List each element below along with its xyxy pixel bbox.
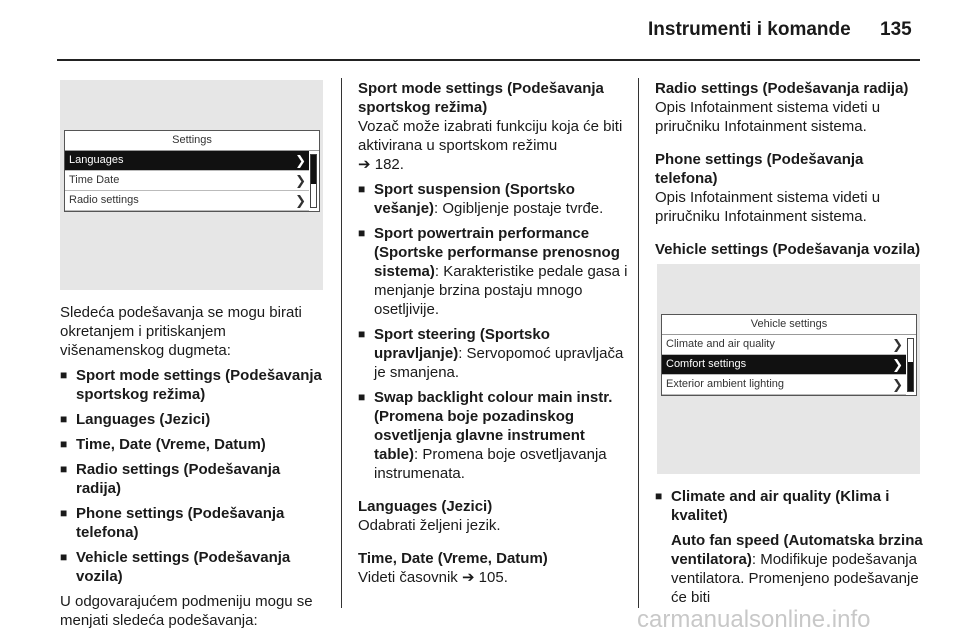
display-scrollbar — [310, 154, 317, 208]
radio-heading: Radio settings (Podešavanja radija) — [655, 80, 909, 97]
sport-heading: Sport mode settings (Podešavanja sportskog režima) — [358, 80, 604, 116]
left-column-text — [60, 303, 328, 630]
radio-text: Opis Infotainment sistema videti u priručniku Infotainment sistema. — [655, 99, 881, 135]
vehicle-settings-display — [661, 314, 917, 396]
display-row-radio-settings: Radio settings ❯ — [65, 191, 309, 211]
vehicle-heading: Vehicle settings (Podešavanja vozila) — [655, 241, 921, 258]
column-divider-2 — [638, 78, 639, 608]
right-column-bottom-text — [655, 487, 925, 607]
display-row-languages: Languages ❯ — [65, 151, 309, 171]
languages-heading: Languages (Jezici) — [358, 498, 493, 515]
list-item: ■ Sport mode settings (Podešavanja sportskog režima) — [60, 366, 328, 404]
intro-text: Sledeća podešavanja se mogu birati okretanjem i pritiskanjem višenamenskog dugmeta: — [60, 304, 302, 359]
column-divider-1 — [341, 78, 342, 608]
fan-speed-text: Auto fan speed (Automatska brzina ventilatora): Modifikuje podešavanja ventilatora. Promenjeno podešavanje će biti — [671, 532, 923, 606]
list-item: ■ Languages (Jezici) — [60, 410, 328, 429]
display-scrollbar — [907, 338, 914, 392]
time-text: Videti časovnik ➔ 105. — [358, 569, 508, 586]
sport-ref: ➔ 182. — [358, 156, 404, 173]
page-number: 135 — [880, 19, 912, 40]
list-item: ■ Radio settings (Podešavanja radija) — [60, 460, 328, 498]
display-row-time-date: Time Date ❯ — [65, 171, 309, 191]
right-column-top-text — [655, 79, 925, 259]
list-item: ■ Time, Date (Vreme, Datum) — [60, 435, 328, 454]
page-title: Instrumenti i komande — [648, 19, 851, 40]
display-row-exterior-lighting: Exterior ambient lighting ❯ — [662, 375, 906, 395]
languages-text: Odabrati željeni jezik. — [358, 517, 501, 534]
middle-column-text — [358, 79, 628, 587]
settings-screen-photo — [60, 80, 323, 290]
sport-bullet: ■ Swap backlight colour main instr. (Promena boje pozadinskog osvetljenja glavne instrument table): Promena boje osvetljavanja instrumenata. — [358, 388, 628, 483]
list-item: ■ Phone settings (Podešavanja telefona) — [60, 504, 328, 542]
time-heading: Time, Date (Vreme, Datum) — [358, 550, 548, 567]
sport-bullet: ■ Sport steering (Sportsko upravljanje): Servopomoć upravljača je smanjena. — [358, 325, 628, 382]
display-row-comfort: Comfort settings ❯ — [662, 355, 906, 375]
sport-bullet: ■ Sport suspension (Sportsko vešanje): Ogibljenje postaje tvrđe. — [358, 180, 628, 218]
settings-display — [64, 130, 320, 212]
header-divider — [57, 59, 920, 61]
watermark: carmanualsonline.info — [637, 606, 871, 633]
list-item: ■ Vehicle settings (Podešavanja vozila) — [60, 548, 328, 586]
page-header — [0, 19, 960, 49]
display-title: Settings — [65, 131, 319, 151]
outro-text: U odgovarajućem podmeniju mogu se menjati sledeća podešavanja: — [60, 593, 313, 629]
display-title: Vehicle settings — [662, 315, 916, 335]
display-row-climate: Climate and air quality ❯ — [662, 335, 906, 355]
sport-text: Vozač može izabrati funkciju koja će biti aktivirana u sportskom režimu — [358, 118, 623, 154]
sport-bullet: ■ Sport powertrain performance (Sportske performanse prenosnog sistema): Karakteristike pedale gasa i menjanje brzina postaju mnogo osetljivije. — [358, 224, 628, 319]
climate-bullet: ■ Climate and air quality (Klima i kvalitet) — [655, 487, 925, 525]
vehicle-settings-screen-photo — [657, 264, 920, 474]
phone-heading: Phone settings (Podešavanja telefona) — [655, 151, 864, 187]
phone-text: Opis Infotainment sistema videti u priručniku Infotainment sistema. — [655, 189, 881, 225]
